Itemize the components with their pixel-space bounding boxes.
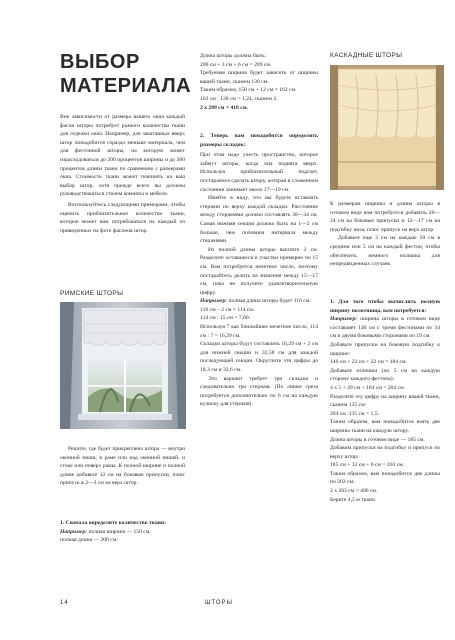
- cascade-calc-5: Разделите эту цифру на ширину вашей ткани, скажем 135 см:: [330, 393, 440, 409]
- cascade-calc-3: Добавьте излишки (по 5 см на каждую сторону каждого фестона):: [330, 367, 440, 383]
- step-2-calc-1: 116 см – 2 см = 114 см.: [200, 306, 255, 313]
- cascade-paragraph-1: К размерам ширины и длины шторы в готовом виде вам потребуется добавить 20—24 см на боковые припуски и 12—17 см на подгибку низа, плюс припуск на верх штор.: [330, 201, 440, 233]
- step-2-paragraph-1: При этом надо учесть пространство, которое займут шторы, когда она поднята вверх. Используя приблизительный подсчет, постараемся сделать штору, которая в сложенном состоянии занимает около 17—19 см.: [200, 152, 318, 193]
- step-2-paragraph-3: Из полной длины шторы вычтите 2 см. Разделите оставшееся и участки примерно по 15 см. Вам потребуется нечетное число, поэтому постарайтесь делить на значения между 15—17 см, пока не получите удовлетворительную цифру.: [200, 246, 318, 296]
- step-1-example-text: полная ширина — 150 см,: [87, 528, 151, 535]
- step-2-calc-5: Это вариант требует три складки и следовательно три стержня. (По линии среза потребуется дополнительно по 6 см на каждую кулиску для стержня).: [200, 375, 318, 408]
- step-2-example-label: Например:: [200, 298, 228, 305]
- step-1-title: 1. Сначала определите количество ткани:: [60, 520, 166, 526]
- cascade-example-text: ширина шторы в готовом виде составляет 140 см с тремя фестонами по 34 см и двумя боковыми сторонами по 19 см.: [330, 316, 440, 340]
- cascade-step-title: 1. Для того чтобы вычислить полную ширину полотнища, вам потребуется:: [330, 299, 440, 314]
- cascade-calc-7: Таким образом, вам понадобится взять две ширины ткани на каждую штору.: [330, 419, 440, 434]
- step-1-line-2: полная длина — 200 см:: [60, 537, 118, 544]
- column-2-top: [200, 52, 318, 112]
- calc-line-1: Длина шторы должна быть:: [200, 53, 267, 59]
- cascade-example-label: Например:: [330, 316, 358, 323]
- roman-blinds-heading: РИМСКИЕ ШТОРЫ: [60, 290, 124, 297]
- examples-paragraph: Воспользуйтесь следующими примерами, чтобы оценить приблизительное количество ткани, которое может вам потребоваться на каждый из приведенных на фото фасонов штор.: [60, 201, 185, 234]
- roman-blind-photo: [60, 302, 186, 429]
- step-2-calc-4: Складки шторы будут составлять 16,29 см + 2 см для нижней секции и 32,58 см для каждой последующей секции. Округлите эти цифры до 18,3 см и 32,6 см.: [200, 341, 318, 374]
- cascade-calc-11: Таким образом, вам понадобится две длины по 203 см:: [330, 470, 440, 486]
- cascade-step-1: [330, 298, 440, 504]
- page-number: 14: [60, 600, 69, 606]
- cascade-calc-9: Добавим припуски на подгибку и припуск по верху штор:: [330, 445, 440, 460]
- cascade-calc-12: 2 х 203 см = 406 см.: [330, 488, 378, 495]
- step-1-example-label: Например:: [60, 528, 88, 535]
- cascade-intro: [330, 200, 440, 269]
- cascade-blinds-heading: КАСКАДНЫЕ ШТОРЫ: [330, 52, 403, 59]
- cascade-calc-4: 4 х 5 + 20 см + 184 см = 204 см.: [330, 384, 406, 391]
- roman-blinds-text: [60, 445, 185, 488]
- step-1-block: [60, 519, 185, 545]
- step-2-calc-3: Используя 7 как ближайшее нечетное число, 114 см : 7 = 16,29 см.: [200, 324, 318, 339]
- cascade-calc-8: Длина шторы в готовом виде — 185 см.: [330, 436, 425, 443]
- title-line-1: ВЫБОР: [60, 51, 140, 73]
- calc-line-6: 2 х 209 см = 418 см.: [200, 104, 248, 111]
- cascade-calc-13: Берите 4,5 м ткани.: [330, 496, 377, 503]
- step-2-title: 2. Теперь вам понадобится определить размеры складок:: [200, 133, 318, 148]
- cascade-calc-10: 185 см + 12 см + 6 см = 203 см.: [330, 462, 405, 469]
- page-title: [60, 50, 190, 98]
- roman-intro-paragraph: Решите, где будет прикреплена штора — внутри оконной ниши, в раме или над оконной нишей, и стоке или поверх рамы. К полной ширине и полной длине добавьте 12 см на боковые припуски, плюс припуск в 2—3 см на верх штор.: [60, 446, 185, 487]
- cascade-paragraph-2: Добавьте еще 3 см на каждые 50 см в среднем или 5 см на каждый фестон, чтобы обеспечить немного излишка для непредвиденных случаев.: [330, 235, 440, 268]
- cascade-calc-6: 204 см :135 см = 1,5.: [330, 410, 379, 417]
- calc-line-2: 200 см + 3 см + 6 см = 209 см.: [200, 61, 272, 68]
- title-line-2: МАТЕРИАЛА: [60, 75, 192, 97]
- running-title: ШТОРЫ: [205, 600, 233, 606]
- calc-line-3: Требуемая ширина будет зависеть от ширины вашей ткани, скажем 130 см.: [200, 70, 318, 85]
- step-2-example-text: полная длина шторы будет 116 см.: [227, 298, 311, 305]
- cascade-blind-photo: [330, 65, 444, 190]
- cascade-calc-2: 140 см + 22 см + 22 см = 184 см.: [330, 359, 407, 366]
- step-2-calc-2: 114 см : 15 см = 7,60.: [200, 315, 251, 322]
- intro-paragraph: Вне зависимости от размера вашего окна каждый фасон шторы потребует разного количества ткани для отделки окна. Например, для закатанных вверх штор понадобится гораздо меньше материала, чем для фестонной шторы, на которую может израсходоваться до 200 процентов ширины и до 300 процентов длины ткани по сравнению с размерами окна. Стоимость ткани может повлиять на ваш выбор штор, хотя прежде всего вы должны руководствоваться стилем комнаты и мебели.: [60, 114, 185, 198]
- calc-line-5: 162 см : 130 см = 1,24, скажем 2.: [200, 95, 278, 102]
- step-2-paragraph-2: Имейте в виду, что вы будете вставлять стержни по верху каждой складки. Расстояние между стержнями должно составлять 30—34 см. Самая нижняя секция должна быть на 1—2 см больше, чем половина интервала между стержнями.: [200, 195, 318, 245]
- column-1-text: [60, 113, 185, 235]
- cascade-calc-1: Добавьте припуски на боковую подгибку к ширине:: [330, 341, 440, 357]
- calc-line-4: Таким образом, 150 см + 12 см = 162 см.: [200, 87, 297, 94]
- step-2-block: [200, 132, 318, 409]
